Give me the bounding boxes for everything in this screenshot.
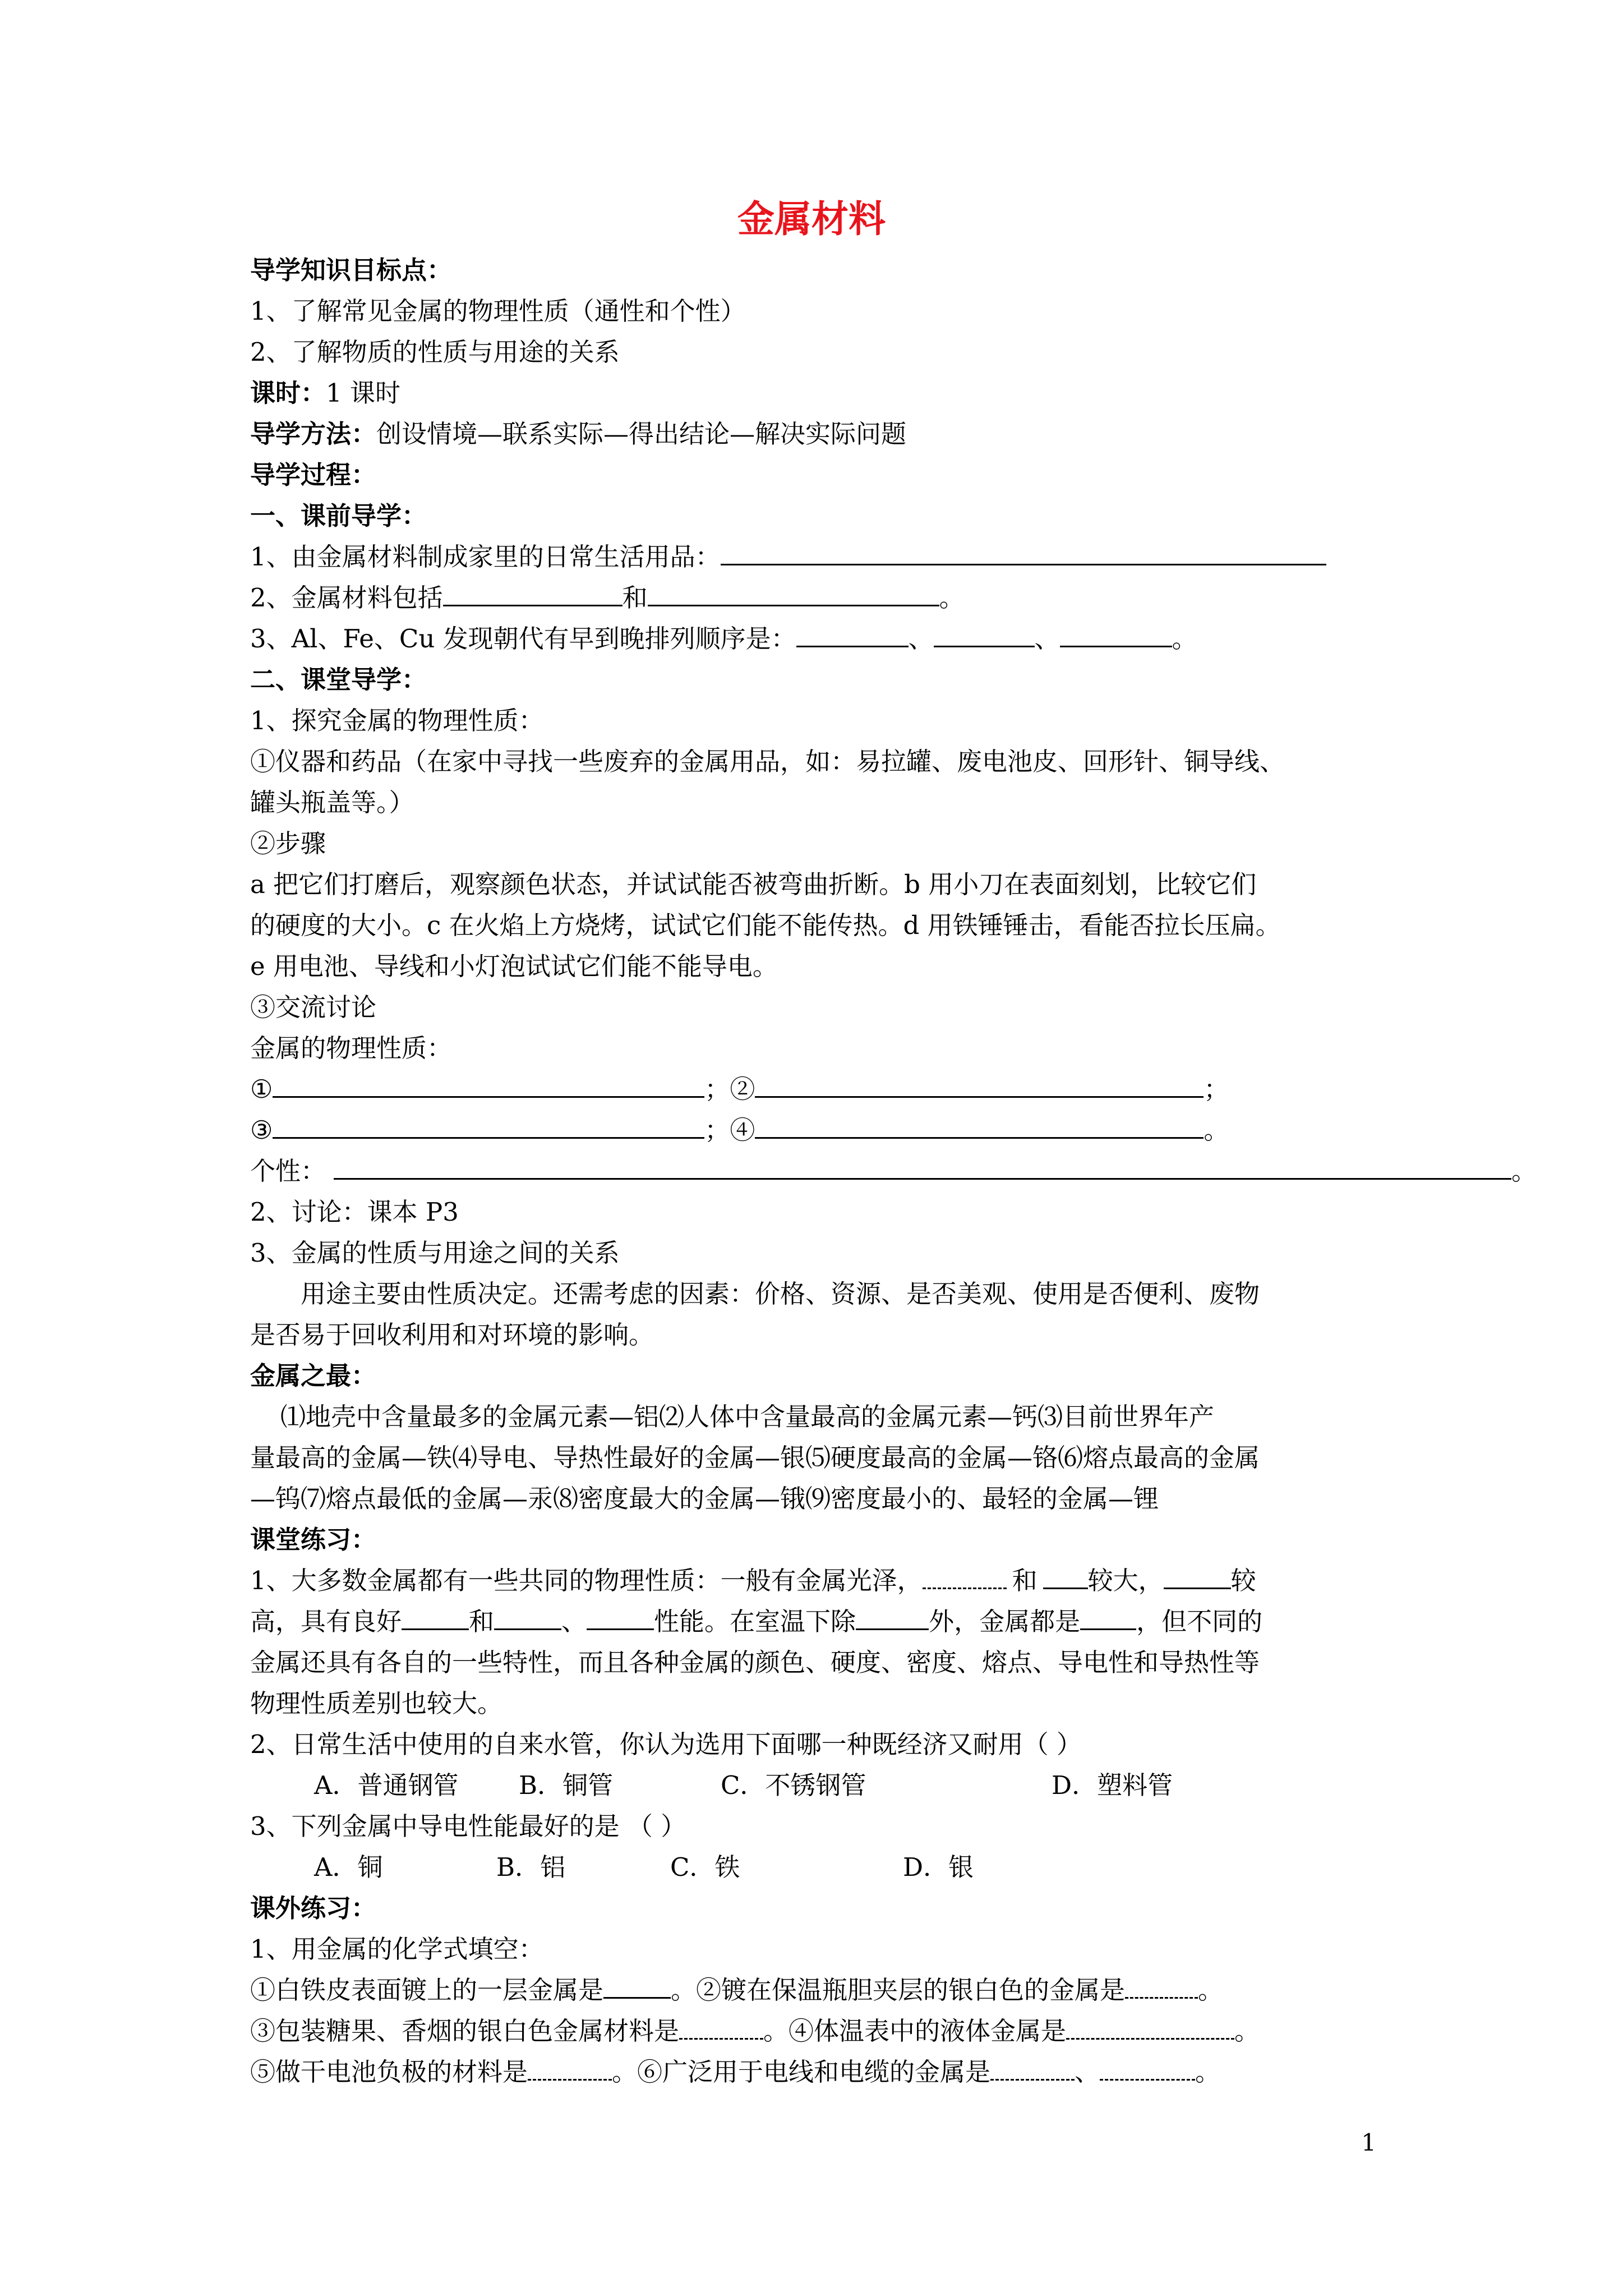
homework-line-3 bbox=[250, 2055, 1220, 2089]
class-question-1: 1、探究金属的物理性质： bbox=[250, 706, 544, 735]
answer-blank[interactable] bbox=[755, 1114, 1204, 1139]
pre-question-2 bbox=[250, 581, 965, 615]
option-a[interactable]: A．铜 bbox=[314, 1852, 383, 1882]
pre-q2-end: 。 bbox=[939, 583, 965, 613]
answer-blank[interactable] bbox=[273, 1073, 704, 1098]
option-d[interactable]: D．塑料管 bbox=[1052, 1770, 1173, 1800]
marker-4: ④ bbox=[730, 1115, 755, 1145]
practice-1-text-e: 高，具有良好 bbox=[250, 1607, 402, 1636]
answer-blank[interactable] bbox=[1100, 2055, 1195, 2081]
objective-1: 1、了解常见金属的物理性质（通性和个性） bbox=[250, 296, 746, 326]
homework-text-b: 。②镀在保温瓶胆夹层的银白色的金属是 bbox=[671, 1975, 1126, 2005]
property-row-1 bbox=[250, 1073, 1229, 1106]
steps-heading: ②步骤 bbox=[250, 829, 326, 858]
marker-1: ① bbox=[250, 1074, 273, 1104]
best-line-2: 量最高的金属—铁⑷导电、导热性最好的金属—银⑸硬度最高的金属—铬⑹熔点最高的金属 bbox=[250, 1443, 1260, 1473]
separator: ； bbox=[704, 1074, 730, 1104]
class-question-3: 3、金属的性质与用途之间的关系 bbox=[250, 1238, 620, 1268]
homework-line-2 bbox=[250, 2014, 1260, 2048]
answer-blank[interactable] bbox=[603, 1973, 671, 1999]
practice-1-text-f: 和 bbox=[469, 1607, 495, 1636]
option-b[interactable]: B．铝 bbox=[496, 1852, 566, 1882]
end-mark: 。 bbox=[1234, 2016, 1260, 2046]
option-c[interactable]: C．铁 bbox=[670, 1852, 740, 1882]
answer-blank[interactable] bbox=[721, 540, 1326, 565]
answer-blank[interactable] bbox=[528, 2055, 612, 2081]
pre-question-1 bbox=[250, 540, 1326, 574]
page-title: 金属材料 bbox=[737, 197, 886, 241]
method-label: 导学方法： bbox=[250, 419, 377, 449]
homework-text-d: 。④体温表中的液体金属是 bbox=[763, 2016, 1067, 2046]
separator: 、 bbox=[1034, 624, 1060, 654]
end-mark: 。 bbox=[1511, 1156, 1537, 1186]
best-heading: 金属之最： bbox=[250, 1361, 377, 1391]
homework-heading: 课外练习： bbox=[250, 1893, 377, 1923]
answer-blank[interactable] bbox=[587, 1605, 654, 1630]
end-mark: 。 bbox=[1195, 2057, 1221, 2087]
practice-1-text-i: 外，金属都是 bbox=[929, 1607, 1081, 1636]
steps-line-3: e 用电池、导线和小灯泡试试它们能不能导电。 bbox=[250, 951, 778, 981]
answer-blank[interactable] bbox=[856, 1605, 929, 1630]
answer-blank[interactable] bbox=[1060, 622, 1172, 647]
practice-2-options bbox=[314, 1769, 1173, 1802]
objectives-heading: 导学知识目标点： bbox=[250, 255, 453, 285]
pre-q2-and: 和 bbox=[622, 583, 648, 613]
pre-heading: 一、课前导学： bbox=[250, 501, 427, 531]
answer-blank[interactable] bbox=[334, 1154, 1511, 1180]
discussion-heading: ③交流讨论 bbox=[250, 992, 377, 1022]
objective-2: 2、了解物质的性质与用途的关系 bbox=[250, 337, 620, 367]
personality-label: 个性： bbox=[250, 1156, 326, 1186]
best-line-3: —钨⑺熔点最低的金属—汞⑻密度最大的金属—锇⑼密度最小的、最轻的金属—锂 bbox=[250, 1484, 1159, 1513]
method-value: 创设情境—联系实际—得出结论—解决实际问题 bbox=[376, 419, 907, 449]
answer-blank[interactable] bbox=[443, 581, 623, 606]
marker-2: ② bbox=[730, 1074, 755, 1104]
answer-blank[interactable] bbox=[1164, 1564, 1231, 1589]
end-mark: 。 bbox=[1172, 624, 1197, 654]
practice-1-text-c: 较大， bbox=[1087, 1566, 1164, 1595]
answer-blank[interactable] bbox=[402, 1605, 469, 1630]
end-mark: 。 bbox=[1198, 1975, 1224, 2005]
steps-line-2: 的硬度的大小。c 在火焰上方烧烤，试试它们能不能传热。d 用铁锤锤击，看能否拉长压扁。 bbox=[250, 910, 1281, 940]
method-line bbox=[250, 417, 906, 451]
answer-blank[interactable] bbox=[990, 2055, 1075, 2081]
practice-1-line-4: 物理性质差别也较大。 bbox=[250, 1688, 503, 1718]
class-heading: 二、课堂导学： bbox=[250, 665, 427, 694]
answer-blank[interactable] bbox=[755, 1073, 1204, 1098]
practice-1-text-j: ，但不同的 bbox=[1136, 1607, 1263, 1636]
answer-blank[interactable] bbox=[1125, 1973, 1198, 1999]
option-c[interactable]: C．不锈钢管 bbox=[721, 1770, 866, 1800]
separator: 、 bbox=[908, 624, 934, 654]
process-heading: 导学过程： bbox=[250, 460, 377, 490]
pre-q2-text: 2、金属材料包括 bbox=[250, 583, 443, 613]
answer-blank[interactable] bbox=[648, 581, 939, 606]
homework-text-c: ③包装糖果、香烟的银白色金属材料是 bbox=[250, 2016, 680, 2046]
pre-question-3 bbox=[250, 622, 1197, 656]
separator: ； bbox=[1204, 1074, 1229, 1104]
homework-text-e: ⑤做干电池负极的材料是 bbox=[250, 2057, 528, 2087]
practice-1-line-1 bbox=[250, 1564, 1256, 1598]
homework-line-1 bbox=[250, 1973, 1223, 2007]
answer-blank[interactable] bbox=[1043, 1564, 1088, 1589]
period-line bbox=[250, 376, 400, 410]
separator: ； bbox=[704, 1115, 730, 1145]
marker-3: ③ bbox=[250, 1115, 273, 1145]
pre-q1-text: 1、由金属材料制成家里的日常生活用品： bbox=[250, 542, 721, 572]
practice-heading: 课堂练习： bbox=[250, 1525, 377, 1554]
usage-line-1: 用途主要由性质决定。还需考虑的因素：价格、资源、是否美观、使用是否便利、废物 bbox=[301, 1279, 1260, 1309]
option-a[interactable]: A．普通钢管 bbox=[314, 1770, 459, 1800]
practice-1-line-3: 金属还具有各自的一些特性，而且各种金属的颜色、硬度、密度、熔点、导电性和导热性等 bbox=[250, 1648, 1260, 1677]
pre-q3-text: 3、Al、Fe、Cu 发现朝代有早到晚排列顺序是： bbox=[250, 624, 796, 654]
class-question-2: 2、讨论：课本 P3 bbox=[250, 1197, 459, 1227]
practice-2-question: 2、日常生活中使用的自来水管，你认为选用下面哪一种既经济又耐用（ ） bbox=[250, 1729, 1082, 1759]
answer-blank[interactable] bbox=[923, 1564, 1007, 1589]
physical-properties-label: 金属的物理性质： bbox=[250, 1033, 453, 1063]
homework-text-f: 。⑥广泛用于电线和电缆的金属是 bbox=[612, 2057, 991, 2087]
practice-1-line-2 bbox=[250, 1605, 1262, 1639]
practice-1-and: 和 bbox=[1012, 1566, 1038, 1595]
homework-1: 1、用金属的化学式填空： bbox=[250, 1934, 544, 1964]
answer-blank[interactable] bbox=[1066, 2014, 1234, 2040]
page-number: 1 bbox=[1361, 2129, 1376, 2156]
separator: 、 bbox=[1075, 2057, 1100, 2087]
practice-1-text: 1、大多数金属都有一些共同的物理性质：一般有金属光泽， bbox=[250, 1566, 923, 1595]
answer-blank[interactable] bbox=[494, 1605, 561, 1630]
practice-1-text-h: 性能。在室温下除 bbox=[654, 1607, 856, 1636]
homework-text-a: ①白铁皮表面镀上的一层金属是 bbox=[250, 1975, 604, 2005]
option-d[interactable]: D．银 bbox=[903, 1852, 974, 1882]
property-row-2 bbox=[250, 1114, 1229, 1147]
practice-3-question: 3、下列金属中导电性能最好的是 （ ） bbox=[250, 1811, 686, 1841]
answer-blank[interactable] bbox=[796, 622, 909, 647]
best-line-1: ⑴地壳中含量最多的金属元素—铝⑵人体中含量最高的金属元素—钙⑶目前世界年产 bbox=[280, 1402, 1215, 1432]
option-b[interactable]: B．铜管 bbox=[519, 1770, 614, 1800]
answer-blank[interactable] bbox=[679, 2014, 763, 2040]
materials-line-2: 罐头瓶盖等。） bbox=[250, 788, 414, 817]
answer-blank[interactable] bbox=[273, 1114, 704, 1139]
practice-1-text-g: 、 bbox=[561, 1607, 587, 1636]
personality-row bbox=[250, 1154, 1537, 1188]
usage-line-2: 是否易于回收利用和对环境的影响。 bbox=[250, 1320, 654, 1350]
materials-line-1: ①仪器和药品（在家中寻找一些废弃的金属用品，如：易拉罐、废电池皮、回形针、铜导线、 bbox=[250, 747, 1285, 776]
practice-1-text-d: 较 bbox=[1230, 1566, 1256, 1595]
answer-blank[interactable] bbox=[1080, 1605, 1136, 1630]
steps-line-1: a 把它们打磨后，观察颜色状态，并试试能否被弯曲折断。b 用小刀在表面刻划，比较它们 bbox=[250, 869, 1257, 899]
period-value: 1 课时 bbox=[326, 378, 400, 408]
answer-blank[interactable] bbox=[934, 622, 1035, 647]
practice-3-options bbox=[314, 1851, 974, 1884]
end-mark: 。 bbox=[1204, 1115, 1229, 1145]
period-label: 课时： bbox=[250, 378, 326, 408]
